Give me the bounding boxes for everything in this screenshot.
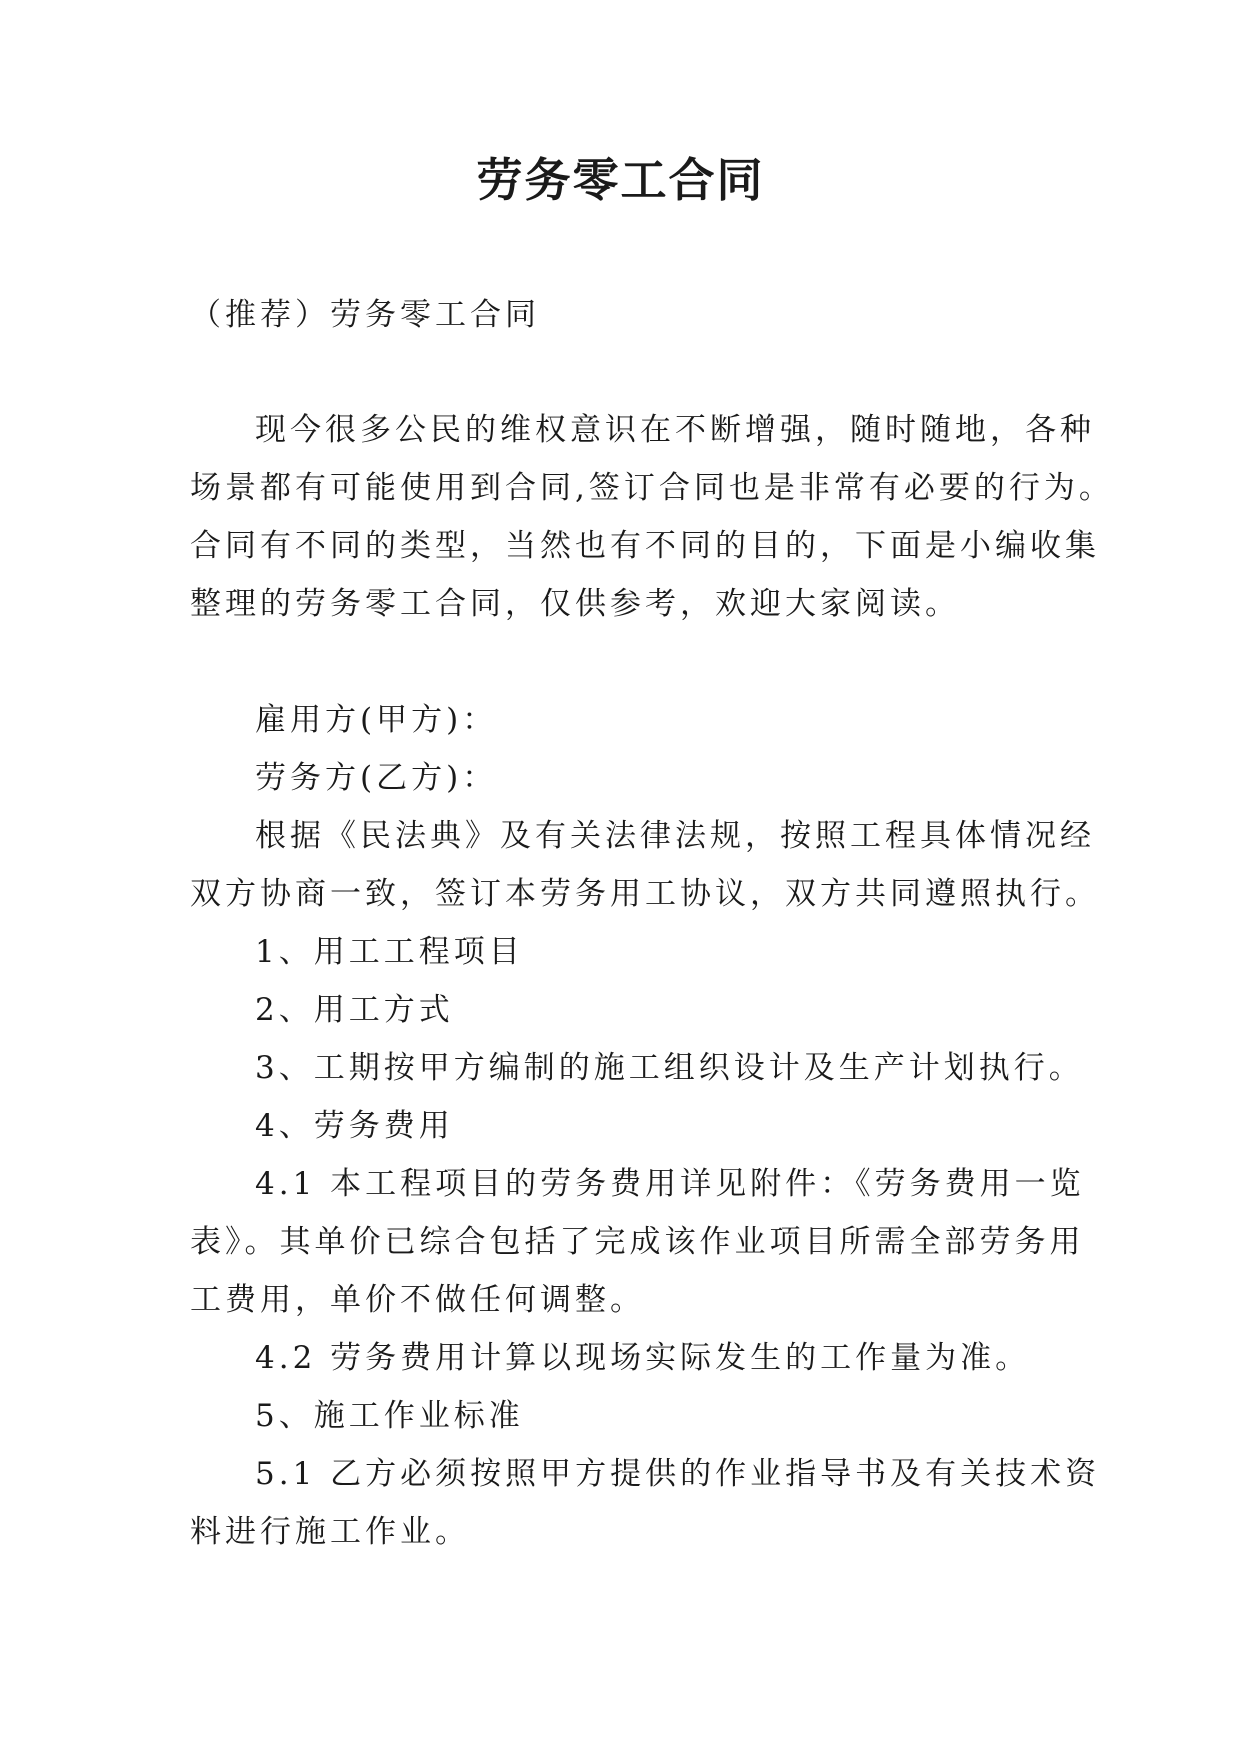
clause-5-1-line-1: 5.1 乙方必须按照甲方提供的作业指导书及有关技术资 (255, 1456, 1101, 1492)
clause-5-1-line-2: 料进行施工作业。 (190, 1514, 470, 1550)
clause-4-1-line-3: 工费用，单价不做任何调整。 (190, 1282, 645, 1318)
clause-4: 4、劳务费用 (255, 1108, 454, 1144)
body-line-1: 根据《民法典》及有关法律法规，按照工程具体情况经 (255, 818, 1095, 854)
intro-line-2: 场景都有可能使用到合同,签订合同也是非常有必要的行为。 (190, 470, 1114, 506)
intro-line-3: 合同有不同的类型，当然也有不同的目的，下面是小编收集 (190, 528, 1100, 564)
clause-3: 3、工期按甲方编制的施工组织设计及生产计划执行。 (255, 1050, 1084, 1086)
clause-1: 1、用工工程项目 (255, 934, 524, 970)
clause-4-1-line-2: 表》。其单价已综合包括了完成该作业项目所需全部劳务用 (190, 1224, 1085, 1260)
clause-2: 2、用工方式 (255, 992, 454, 1028)
intro-line-1: 现今很多公民的维权意识在不断增强，随时随地，各种 (255, 412, 1095, 448)
body-line-2: 双方协商一致，签订本劳务用工协议，双方共同遵照执行。 (190, 876, 1100, 912)
clause-5: 5、施工作业标准 (255, 1398, 524, 1434)
document-title: 劳务零工合同 (476, 153, 765, 207)
document-subtitle: （推荐）劳务零工合同 (190, 297, 540, 333)
clause-4-1-line-1: 4.1 本工程项目的劳务费用详见附件：《劳务费用一览 (255, 1166, 1085, 1202)
intro-line-4: 整理的劳务零工合同，仅供参考，欢迎大家阅读。 (190, 586, 960, 622)
laborer-field: 劳务方(乙方)： (255, 760, 498, 796)
employer-field: 雇用方(甲方)： (255, 702, 498, 738)
clause-4-2: 4.2 劳务费用计算以现场实际发生的工作量为准。 (255, 1340, 1031, 1376)
